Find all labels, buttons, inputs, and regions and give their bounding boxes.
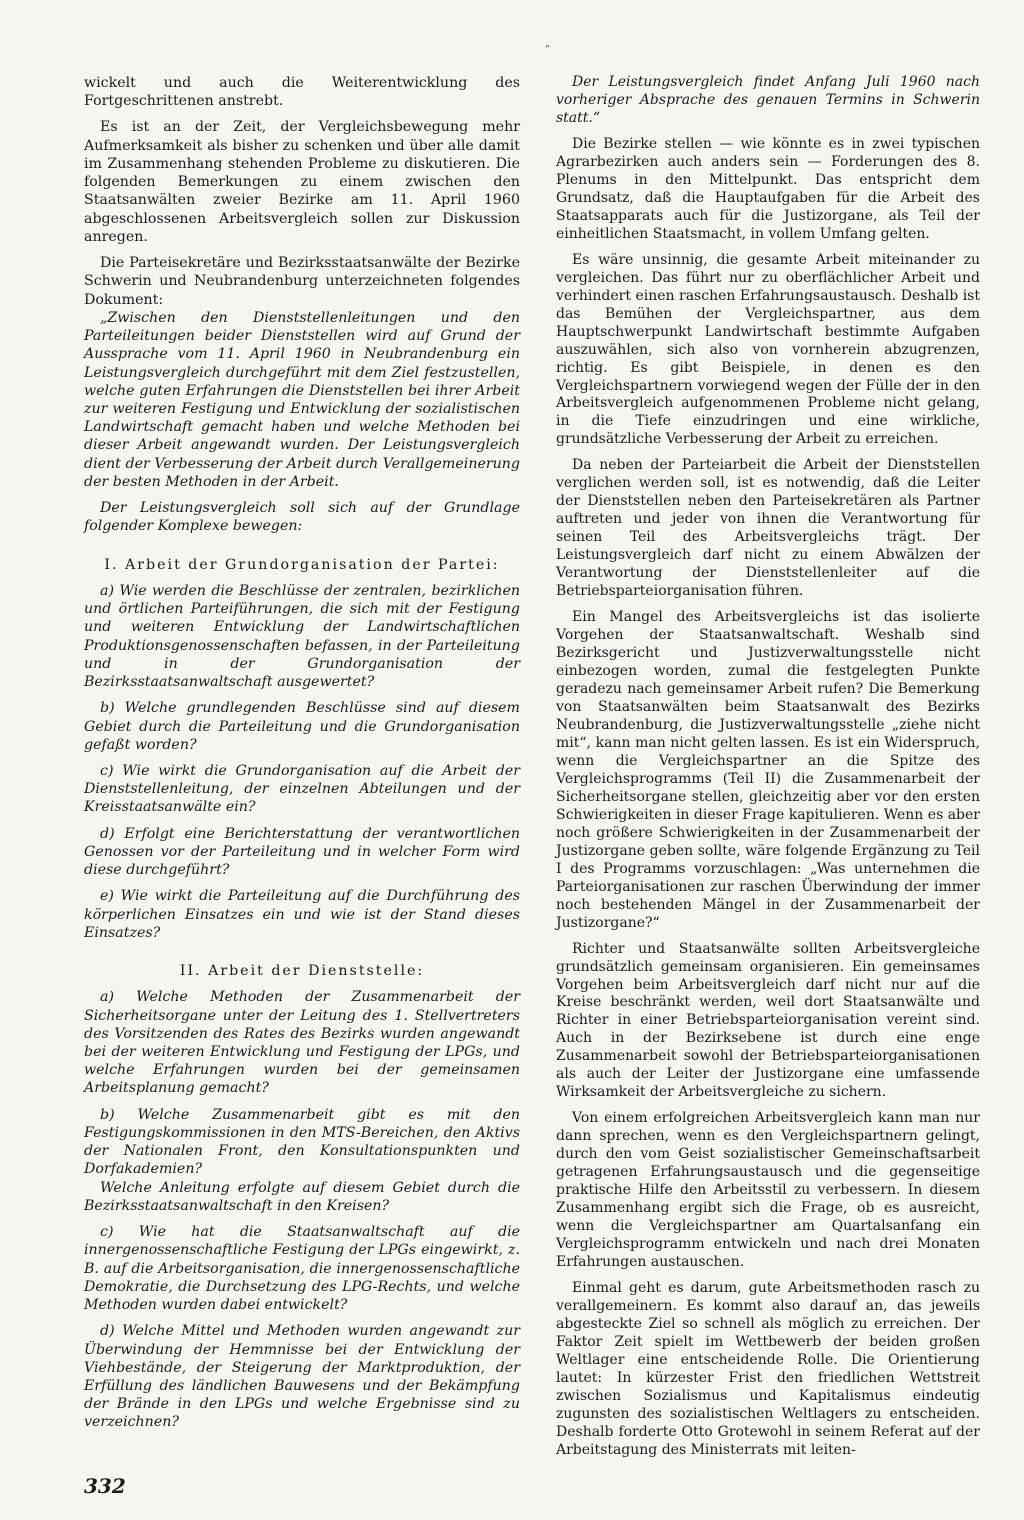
right-paragraph: Der Leistungsvergleich findet Anfang Juli 1960 nach vorheriger Absprache des genauen Termins in Schwerin statt.“ — [556, 74, 980, 126]
left-paragraph: a) Wie werden die Beschlüsse der zentralen, bezirklichen und örtlichen Parteiführungen, die sich mit der Festigung und weiteren Entwicklung der Landwirtschaftlichen Produktionsgenossenschaften befassen, in der Parteileitung und in der Grundorganisation der Bezirksstaatsanwaltschaft ausgewertet? — [84, 582, 520, 691]
left-paragraph: a) Welche Methoden der Zusammenarbeit der Sicherheitsorgane unter der Leitung des 1. Stellvertreters des Vorsitzenden des Rates des Bezirks wurden angewandt bei der weiteren Entwicklung und Festigung der LPGs, und welche Erfahrungen wurden bei der gemeinsamen Arbeitsplanung gemacht? — [84, 989, 520, 1097]
section-heading: I. Arbeit der Grundorganisation der Partei: — [104, 556, 500, 573]
right-paragraph: Einmal geht es darum, gute Arbeitsmethoden rasch zu verallgemeinern. Es kommt also darauf an, das jeweils abgesteckte Ziel so schnell als möglich zu erreichen. Der Faktor Zeit spielt im Wettbewerb der beiden großen Weltlager eine entscheidende Rolle. Die Orientierung lautet: In kürzester Frist den friedlichen Wettstreit zwischen Sozialismus und Kapitalismus eindeutig zugunsten des sozialistischen Weltlagers zu entscheiden. Deshalb forderte Otto Grotewohl in seinem Referat auf der Arbeitstagung des Ministerrats mit leiten- — [556, 1280, 980, 1458]
left-paragraph: b) Welche Zusammenarbeit gibt es mit den Festigungskommissionen in den MTS-Bereichen, den Aktivs der Nationalen Front, den Konsultationspunkten und Dorfakademien? — [84, 1106, 520, 1178]
right-paragraph: Ein Mangel des Arbeitsvergleichs ist das isolierte Vorgehen der Staatsanwaltschaft. Weshalb sind Bezirksgericht und Justizverwaltungsstelle nicht einbezogen worden, zumal die festgelegten Punkte geradezu nach gemeinsamer Arbeit rufen? Die Bemerkung von Staatsanwälten beim Staatsanwalt des Bezirks Neubrandenburg, die Justizverwaltungsstelle „ziehe nicht mit“, kann man nicht gelten lassen. Es ist ein Widerspruch, wenn die Vergleichspartner an die Spitze des Vergleichsprogramms (Teil II) die Zusammenarbeit der Sicherheitsorgane stellen, gleichzeitig aber vor den ersten Schwierigkeiten in dieser Frage kapitulieren. Wenn es aber noch größere Schwierigkeiten in der Zusammenarbeit der Justizorgane geben sollte, wäre folgende Ergänzung zu Teil I des Programms vorzuschlagen: „Was unternehmen die Parteiorganisationen zur raschen Überwindung der immer noch bestehenden Mängel in der Zusammenarbeit der Justizorgane?“ — [556, 609, 980, 931]
left-column — [84, 74, 520, 1432]
left-paragraph: Es ist an der Zeit, der Vergleichsbewegung mehr Aufmerksamkeit als bisher zu schenken und über alle damit im Zusammenhang stehenden Probleme zu diskutieren. Die folgenden Bemerkungen zu einem zwischen den Staatsanwälten zweier Bezirke am 11. April 1960 abgeschlossenen Arbeitsvergleich sollen zur Diskussion anregen. — [84, 119, 520, 245]
page-number: 332 — [84, 1474, 126, 1498]
right-paragraph: Es wäre unsinnig, die gesamte Arbeit miteinander zu vergleichen. Das führt nur zu oberflächlicher Arbeit und verhindert einen raschen Erfahrungsaustausch. Deshalb ist das Bemühen der Vergleichspartner, aus dem Hauptschwerpunkt Landwirtschaft bestimmte Aufgaben auszuwählen, sich also von vornherein abzugrenzen, richtig. Es gibt Beispiele, in denen es den Vergleichspartnern vorwiegend wegen der Fülle der in den Arbeitsvergleich aufgenommenen Probleme nicht gelang, in die Tiefe einzudringen und eine wirkliche, grundsätzliche Verbesserung der Arbeit zu erreichen. — [556, 251, 980, 448]
left-paragraph: Die Parteisekretäre und Bezirksstaatsanwälte der Bezirke Schwerin und Neubrandenburg unterzeichneten folgendes Dokument: — [84, 255, 520, 308]
left-paragraph: b) Welche grundlegenden Beschlüsse sind auf diesem Gebiet durch die Parteileitung und die Grundorganisation gefaßt worden? — [84, 700, 520, 753]
right-paragraph: Da neben der Parteiarbeit die Arbeit der Dienststellen verglichen werden soll, ist es notwendig, daß die Leiter der Dienststellen neben den Parteisekretären als Partner auftreten und jeder von ihnen die Verantwortung für seinen Teil des Arbeitsvergleichs trägt. Der Leistungsvergleich darf nicht zu einem Abwälzen der Verantwortung der Dienststellenleiter auf die Betriebsparteiorganisation führen. — [556, 457, 980, 600]
left-paragraph: c) Wie hat die Staatsanwaltschaft auf die innergenossenschaftliche Festigung der LPGs eingewirkt, z. B. auf die Arbeitsorganisation, die innergenossenschaftliche Demokratie, die Durchsetzung des LPG-Rechts, und welche Methoden wurden dabei entwickelt? — [84, 1224, 520, 1314]
corner-mark: „ — [545, 38, 551, 49]
left-paragraph: c) Wie wirkt die Grundorganisation auf die Arbeit der Dienststellenleitung, der einzelnen Abteilungen und der Kreisstaatsanwälte ein? — [84, 762, 520, 816]
left-paragraph: „Zwischen den Dienststellenleitungen und den Parteileitungen beider Dienststellen wird auf Grund der Aussprache vom 11. April 1960 in Neubrandenburg ein Leistungsvergleich durchgeführt mit dem Ziel festzustellen, welche guten Erfahrungen die Dienststellen bei ihrer Arbeit zur weiteren Festigung und Entwicklung der sozialistischen Landwirtschaft gemacht haben und welche Methoden bei dieser Arbeit angewandt wurden. Der Leistungsvergleich dient der Verbesserung der Arbeit durch Verallgemeinerung der besten Methoden in der Arbeit. — [84, 309, 520, 490]
left-paragraph: e) Wie wirkt die Parteileitung auf die Durchführung des körperlichen Einsatzes ein und wie ist der Stand dieses Einsatzes? — [84, 888, 520, 941]
right-paragraph: Richter und Staatsanwälte sollten Arbeitsvergleiche grundsätzlich gemeinsam organisieren. Ein gemeinsames Vorgehen beim Arbeitsvergleich darf nicht nur auf die Kreise beschränkt werden, weil dort Staatsanwälte und Richter in einer Betriebsparteiorganisation vereint sind. Auch in der Bezirksebene ist durch eine enge Zusammenarbeit sowohl der Betriebsparteiorganisationen als auch der Leiter der Justizorgane eine umfassende Wirksamkeit der Arbeitsvergleiche zu sichern. — [556, 940, 980, 1101]
right-paragraph: Die Bezirke stellen — wie könnte es in zwei typischen Agrarbezirken auch anders sein — Forderungen des 8. Plenums in den Mittelpunkt. Das entspricht dem Grundsatz, daß die Hauptaufgaben für die Arbeit des Staatsapparats auch für die Justizorgane, als Teil der einheitlichen Staatsmacht, in vollem Umfang gelten. — [556, 135, 980, 242]
right-paragraph: Von einem erfolgreichen Arbeitsvergleich kann man nur dann sprechen, wenn es den Vergleichspartnern gelingt, durch den vom Geist sozialistischer Gemeinschaftsarbeit getragenen Erfahrungsaustausch und die gegenseitige praktische Hilfe den Arbeitsstil zu verbessern. In diesem Zusammenhang ergibt sich die Frage, ob es ausreicht, wenn die Vergleichspartner am Quartalsanfang ein Vergleichsprogramm entwickeln und nach drei Monaten Erfahrungen austauschen. — [556, 1110, 980, 1271]
left-paragraph: d) Erfolgt eine Berichterstattung der verantwortlichen Genossen vor der Parteileitung und in welcher Form wird diese durchgeführt? — [84, 825, 520, 879]
left-paragraph: d) Welche Mittel und Methoden wurden angewandt zur Überwindung der Hemmnisse bei der Entwicklung der Viehbestände, der Steigerung der Marktproduktion, der Erfüllung des ländlichen Bauwesens und der Bekämpfung der Brände in den LPGs und welche Ergebnisse sind zu verzeichnen? — [84, 1323, 520, 1431]
left-paragraph: Welche Anleitung erfolgte auf diesem Gebiet durch die Bezirksstaatsanwaltschaft in den Kreisen? — [84, 1179, 520, 1214]
section-heading: II. Arbeit der Dienststelle: — [179, 963, 425, 980]
left-paragraph: Der Leistungsvergleich soll sich auf der Grundlage folgender Komplexe bewegen: — [84, 500, 520, 535]
left-paragraph: wickelt und auch die Weiterentwicklung des Fortgeschrittenen anstrebt. — [84, 75, 520, 110]
right-column — [556, 74, 980, 1460]
